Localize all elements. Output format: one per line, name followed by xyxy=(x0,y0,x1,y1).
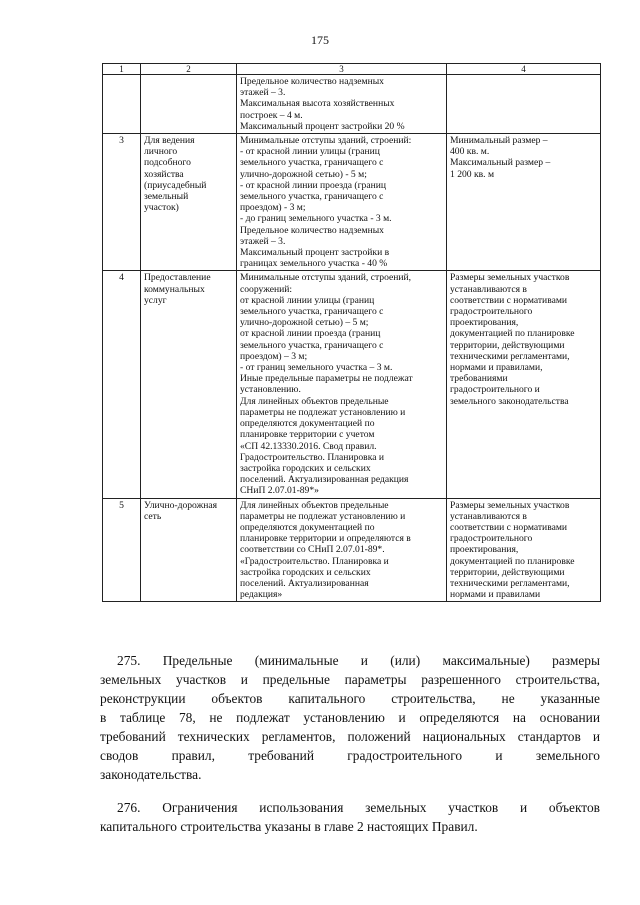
plot-size-cell xyxy=(447,271,601,498)
cell-text-line: параметры не подлежат установлению и xyxy=(240,406,406,418)
regulations-table xyxy=(102,63,601,602)
cell-text-line: - до границ земельного участка - 3 м. xyxy=(240,213,392,225)
land-use-cell xyxy=(141,134,237,271)
cell-text-line: границах земельного участка - 40 % xyxy=(240,258,388,270)
cell-text-line: градостроительного и xyxy=(450,384,540,396)
cell-text-line: хозяйства xyxy=(144,168,184,180)
cell-text-line: Минимальный размер – xyxy=(450,135,548,147)
cell-text-line: услуг xyxy=(144,294,167,306)
cell-text-line: земельный xyxy=(144,191,189,203)
cell-text-line: земельного законодательства xyxy=(450,395,569,407)
cell-text-line: редакция» xyxy=(240,589,283,601)
parameters-cell xyxy=(237,271,447,498)
cell-text-line: застройка городских и сельских xyxy=(240,566,371,578)
cell-text-line: документацией по планировке xyxy=(450,328,575,340)
cell-text-line: соответствии с нормативами xyxy=(450,294,568,306)
land-use-cell xyxy=(141,271,237,498)
cell-text-line: Для ведения xyxy=(144,135,195,147)
cell-text-line: нормами и правилами, xyxy=(450,362,543,374)
table-row xyxy=(103,134,601,271)
cell-text-line: «СП 42.13330.2016. Свод правил. xyxy=(240,440,377,452)
cell-text-line: Максимальная высота хозяйственных xyxy=(240,98,395,110)
paragraph-line: требований технических регламентов, положений национальных стандартов и xyxy=(100,729,600,744)
body-paragraph xyxy=(100,798,600,836)
table-row xyxy=(103,271,601,498)
cell-text-line: проектирования, xyxy=(450,544,519,556)
cell-text-line: от красной линии проезда (границ xyxy=(240,328,381,340)
cell-text-line: Размеры земельных участков xyxy=(450,499,570,511)
cell-text-line: установлению. xyxy=(240,384,301,396)
paragraph-line: земельных участков и предельные параметры разрешенного строительства, xyxy=(100,672,600,687)
cell-text-line: территории, действующими xyxy=(450,566,565,578)
cell-text-line: Максимальный размер – xyxy=(450,157,551,169)
land-use-cell xyxy=(141,498,237,602)
table-row xyxy=(103,75,601,134)
cell-text-line: 400 кв. м. xyxy=(450,146,490,158)
cell-text-line: Градостроительство. Планировка и xyxy=(240,451,385,463)
cell-text-line: от красной линии улицы (границ xyxy=(240,294,375,306)
cell-text-line: построек – 4 м. xyxy=(240,109,303,121)
cell-text-line: улично-дорожной сетью) – 5 м; xyxy=(240,317,369,329)
cell-text-line: Максимальный процент застройки в xyxy=(240,247,390,259)
page-number: 175 xyxy=(311,33,329,47)
cell-text-line: проездом) – 3 м; xyxy=(240,350,308,362)
paragraph-line: сводов правил, требований градостроительного и земельного xyxy=(100,748,600,763)
cell-text-line: Предельное количество надземных xyxy=(240,224,384,236)
cell-text-line: улично-дорожной сетью) - 5 м; xyxy=(240,168,367,180)
cell-text-line: сооружений: xyxy=(240,283,293,295)
cell-text-line: (приусадебный xyxy=(144,179,207,191)
cell-text-line: планировке территории с учетом xyxy=(240,429,375,441)
row-number-cell: 4 xyxy=(103,271,141,498)
cell-text-line: Для линейных объектов предельные xyxy=(240,499,389,511)
cell-text-line: земельного участка, граничащего с xyxy=(240,191,384,203)
cell-text-line: коммунальных xyxy=(144,283,205,295)
cell-text-line: этажей – 3. xyxy=(240,235,286,247)
cell-text-line: личного xyxy=(144,146,178,158)
cell-text-line: - от красной линии проезда (границ xyxy=(240,179,386,191)
table-header-row xyxy=(103,64,601,75)
cell-text-line: поселений. Актуализированная xyxy=(240,577,369,589)
land-use-cell xyxy=(141,75,237,134)
cell-text-line: земельного участка, граничащего с xyxy=(240,306,384,318)
cell-text-line: СНиП 2.07.01-89*» xyxy=(240,485,319,497)
parameters-cell xyxy=(237,75,447,134)
row-number-cell: 5 xyxy=(103,498,141,602)
cell-text-line: территории, действующими xyxy=(450,339,565,351)
cell-text-line: Максимальный процент застройки 20 % xyxy=(240,120,405,132)
plot-size-cell xyxy=(447,498,601,602)
cell-text-line: параметры не подлежат установлению и xyxy=(240,510,406,522)
cell-text-line: соответствии с нормативами xyxy=(450,521,568,533)
cell-text-line: Минимальные отступы зданий, строений: xyxy=(240,135,412,147)
cell-text-line: градостроительного xyxy=(450,306,533,318)
parameters-cell xyxy=(237,498,447,602)
cell-text-line: «Градостроительство. Планировка и xyxy=(240,555,389,567)
cell-text-line: устанавливаются в xyxy=(450,510,527,522)
paragraph-line: реконструкции объектов капитального строительства, не указанные xyxy=(100,691,600,706)
cell-text-line: техническими регламентами, xyxy=(450,577,570,589)
paragraph-line: 276. Ограничения использования земельных участков и объектов xyxy=(117,800,600,815)
cell-text-line: 1 200 кв. м xyxy=(450,168,495,180)
cell-text-line: застройка городских и сельских xyxy=(240,462,371,474)
plot-size-cell xyxy=(447,134,601,271)
paragraph-line: капитального строительства указаны в главе 2 настоящих Правил. xyxy=(100,819,478,834)
column-header: 2 xyxy=(141,64,237,75)
column-header: 3 xyxy=(237,64,447,75)
paragraph-line: в таблице 78, не подлежат установлению и определяются на основании xyxy=(100,710,600,725)
cell-text-line: проектирования, xyxy=(450,317,519,329)
cell-text-line: Размеры земельных участков xyxy=(450,272,570,284)
cell-text-line: определяются документацией по xyxy=(240,521,375,533)
cell-text-line: планировке территории и определяются в xyxy=(240,533,411,545)
column-header: 4 xyxy=(447,64,601,75)
cell-text-line: техническими регламентами, xyxy=(450,350,570,362)
cell-text-line: Улично-дорожная xyxy=(144,499,218,511)
paragraph-line: 275. Предельные (минимальные и (или) максимальные) размеры xyxy=(117,653,600,668)
cell-text-line: поселений. Актуализированная редакция xyxy=(240,474,409,486)
cell-text-line: устанавливаются в xyxy=(450,283,527,295)
body-paragraph xyxy=(100,651,600,784)
cell-text-line: - от границ земельного участка – 3 м. xyxy=(240,362,393,374)
row-number-cell: 3 xyxy=(103,134,141,271)
cell-text-line: требованиями xyxy=(450,373,508,385)
cell-text-line: Предоставление xyxy=(144,272,211,284)
cell-text-line: проездом) - 3 м; xyxy=(240,202,306,214)
cell-text-line: Для линейных объектов предельные xyxy=(240,395,389,407)
cell-text-line: сеть xyxy=(144,510,162,522)
row-number-cell xyxy=(103,75,141,134)
cell-text-line: Минимальные отступы зданий, строений, xyxy=(240,272,412,284)
paragraph-line: законодательства. xyxy=(100,767,202,782)
cell-text-line: подсобного xyxy=(144,157,191,169)
cell-text-line: земельного участка, граничащего с xyxy=(240,157,384,169)
cell-text-line: документацией по планировке xyxy=(450,555,575,567)
cell-text-line: нормами и правилами xyxy=(450,589,541,601)
column-header: 1 xyxy=(103,64,141,75)
cell-text-line: участок) xyxy=(144,202,179,214)
cell-text-line: Предельное количество надземных xyxy=(240,76,384,87)
cell-text-line: этажей – 3. xyxy=(240,87,286,99)
cell-text-line: определяются документацией по xyxy=(240,418,375,430)
parameters-cell xyxy=(237,134,447,271)
cell-text-line: градостроительного xyxy=(450,533,533,545)
cell-text-line: - от красной линии улицы (границ xyxy=(240,146,380,158)
cell-text-line: земельного участка, граничащего с xyxy=(240,339,384,351)
cell-text-line: соответствии со СНиП 2.07.01-89*. xyxy=(240,544,385,556)
cell-text-line: Иные предельные параметры не подлежат xyxy=(240,373,413,385)
table-row xyxy=(103,498,601,602)
plot-size-cell xyxy=(447,75,601,134)
